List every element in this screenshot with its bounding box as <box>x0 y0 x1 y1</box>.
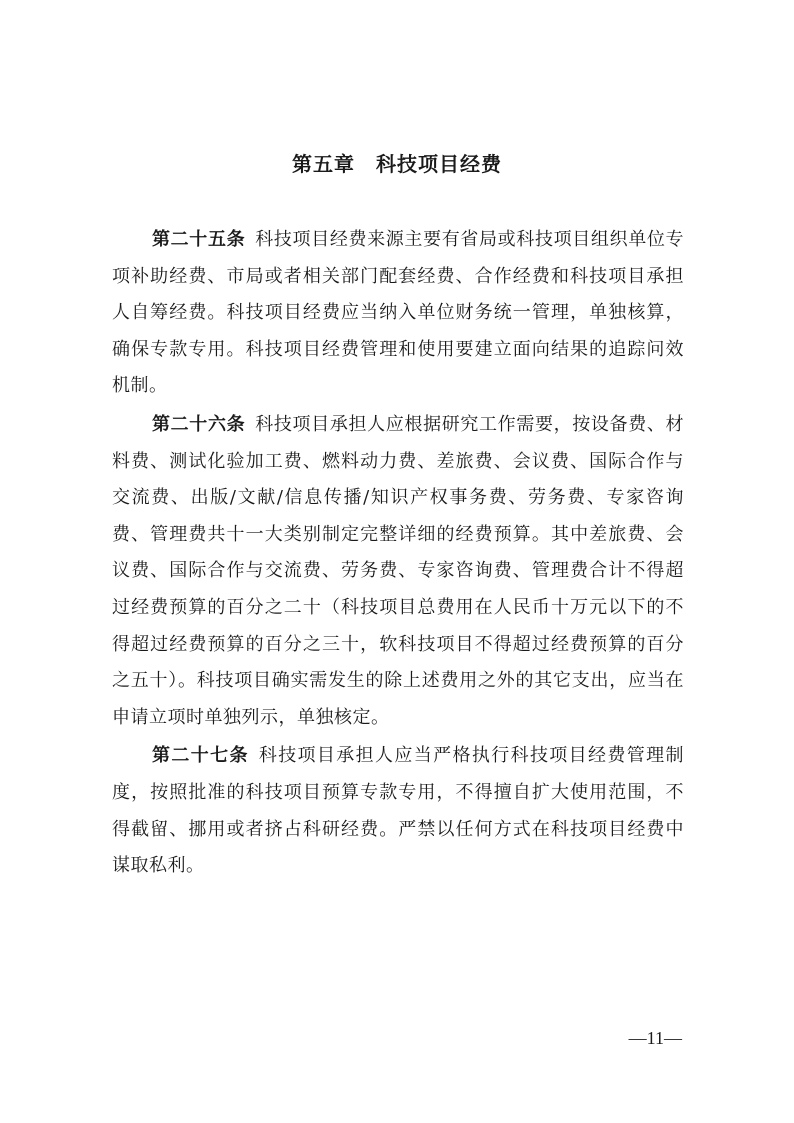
chapter-title: 第五章 科技项目经费 <box>292 152 502 176</box>
article-text: 科技项目经费来源主要有省局或科技项目组织单位专项补助经费、市局或者相关部门配套经费、合作经费和科技项目承担人自筹经费。科技项目经费应当纳入单位财务统一管理，单独核算，确保专款专用。科技项目经费管理和使用要建立面向结果的追踪问效机制。 <box>112 229 685 397</box>
article-25 <box>112 222 684 405</box>
document-body <box>112 222 684 885</box>
article-text: 科技项目承担人应当严格执行科技项目经费管理制度，按照批准的科技项目预算专款专用，不得擅自扩大使用范围，不得截留、挪用或者挤占科研经费。严禁以任何方式在科技项目经费中谋取私利。 <box>112 745 684 877</box>
article-text: 科技项目承担人应根据研究工作需要，按设备费、材料费、测试化验加工费、燃料动力费、差旅费、会议费、国际合作与交流费、出版/文献/信息传播/知识产权事务费、劳务费、专家咨询费、管理费共十一大类别制定完整详细的经费预算。其中差旅费、会议费、国际合作与交流费、劳务费、专家咨询费、管理费合计不得超过经费预算的百分之二十（科技项目总费用在人民币十万元以下的不得超过经费预算的百分之三十，软科技项目不得超过经费预算的百分之五十）。科技项目确实需发生的除上述费用之外的其它支出，应当在申请立项时单独列示，单独核定。 <box>112 413 685 728</box>
article-number: 第二十五条 <box>152 229 246 250</box>
page-number: —11— <box>628 1028 682 1048</box>
article-26 <box>112 407 684 736</box>
article-27 <box>112 738 684 884</box>
article-number: 第二十六条 <box>152 413 246 435</box>
article-number: 第二十七条 <box>152 745 249 767</box>
